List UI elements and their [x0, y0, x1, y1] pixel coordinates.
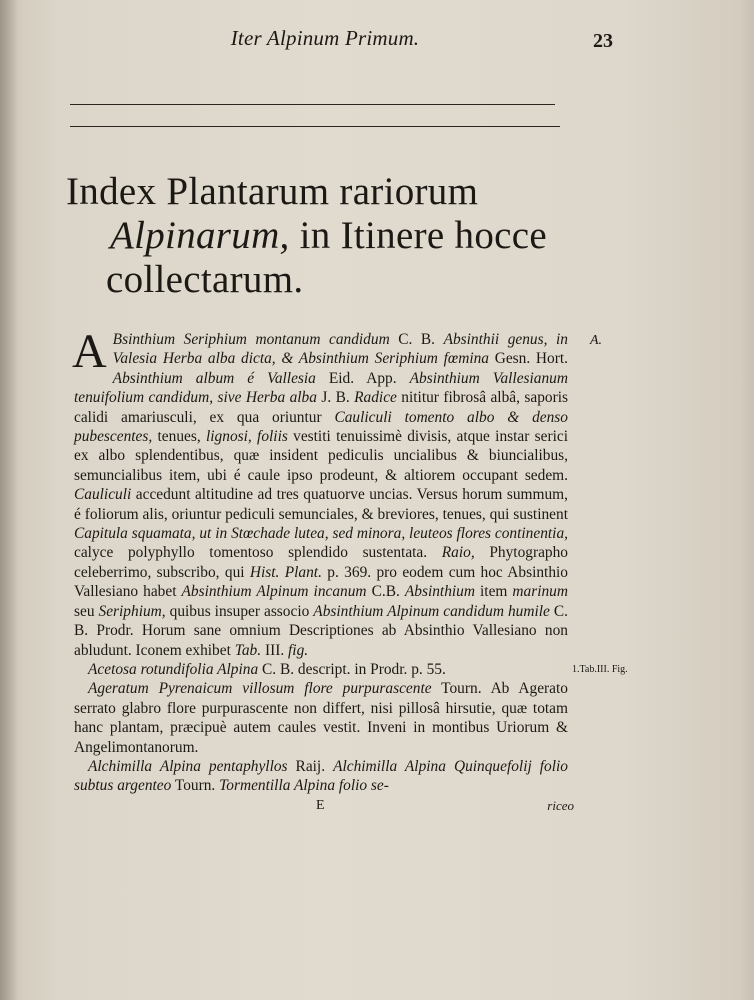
paragraph-2-runs [88, 661, 446, 678]
section-title-line-2-rest: in Itinere hocce [289, 214, 547, 257]
paragraph-1-runs [72, 325, 568, 659]
text-run: Gesn. Hort. [488, 350, 568, 368]
text-run: Bsinthium Seriphium montanum candidum [112, 331, 390, 348]
text-run: C. B. [389, 331, 444, 348]
text-run: Absinthium album é Vallesia [112, 369, 316, 387]
text-run: tenues, [152, 428, 206, 446]
entry-ageratum [74, 679, 568, 757]
text-run: Phytographo celeberrimo, subscribo, qui [74, 544, 568, 581]
text-run: Tab. [234, 641, 262, 659]
text-run: p. 369. pro eodem cum hoc Absinthio Vallesiano habet [74, 563, 568, 601]
section-title-italic: Alpinarum, [110, 214, 290, 257]
text-run: seu [74, 602, 99, 620]
header-rule-bottom [70, 126, 560, 127]
text-run: J. B. [316, 389, 355, 407]
drop-cap: A [72, 325, 107, 378]
text-run: Radice [354, 389, 397, 407]
text-run: Seriphium, [98, 602, 166, 620]
text-run: Alchimilla Alpina Quinquefolij folio subtus argenteo [74, 757, 568, 795]
text-run: Capitula squamata, ut in Stœchade lutea, sed minora, leuteos flores continentia, [74, 525, 568, 543]
text-run: Tourn. [171, 777, 220, 795]
signature-mark: E [316, 797, 325, 813]
paragraph-4-runs [74, 758, 568, 794]
paragraph-3-runs [74, 680, 568, 755]
text-run: Absinthium Alpinum candidum humile [313, 602, 550, 620]
text-run: Raij. [287, 757, 334, 775]
margin-entry-letter: A. [590, 333, 603, 348]
text-run: marinum [512, 583, 568, 601]
margin-figure-reference: 1.Tab.III. Fig. [572, 664, 628, 675]
section-title-line-2 [66, 214, 586, 258]
text-run: Cauliculi [74, 486, 132, 504]
text-run: Tormentilla Alpina folio se- [219, 777, 389, 795]
body-text [72, 325, 574, 816]
text-run: Hist. Plant. [249, 563, 322, 581]
entry-absinthium [72, 325, 568, 660]
section-title [66, 170, 586, 302]
text-run: Absinthium Vallesianum tenuifolium candidum, sive Herba alba [74, 369, 568, 407]
page-number: 23 [593, 30, 613, 52]
text-run: accedunt altitudine ad tres quatuorve uncias. Versus horum summum, é foliorum alis, oriuntur pediculi semunciales, & breviores, tenues, qui sustinent [74, 486, 568, 523]
text-run: Ageratum Pyrenaicum villosum flore purpurascente [88, 680, 432, 698]
text-run: Alchimilla Alpina pentaphyllos [88, 757, 288, 775]
text-run: Raio, [441, 544, 475, 562]
text-run: item [474, 583, 513, 601]
text-run: calyce polyphyllo tomentoso splendido sustentata. [74, 544, 442, 562]
running-head-title: Iter Alpinum Primum. [230, 26, 420, 50]
text-run: Acetosa rotundifolia Alpina [88, 660, 259, 678]
running-head [210, 26, 440, 51]
entry-acetosa [74, 660, 568, 679]
catchword-row [74, 796, 574, 816]
catchword: riceo [547, 797, 574, 813]
bleed-through-text [470, 74, 630, 124]
text-run: C. B. Prodr. Horum sane omnium Descriptiones ab Absinthio Vallesiano non abludunt. Iconem exhibet [74, 602, 568, 659]
text-run: Eid. App. [315, 369, 410, 387]
text-run: Tourn. Ab Agerato serrato glabro flore purpurascente non differt, nisi pillosâ hirsutie, quæ totam hanc plantam, præcipuè autem caules vestit. Inveni in montibus Uriorum & Angelimontanorum. [74, 680, 568, 756]
text-run: lignosi, foliis [206, 428, 288, 446]
text-run: nititur fibrosâ albâ, saporis calidi amariusculi, ex qua oriuntur [74, 389, 568, 426]
text-run: C. B. descript. in Prodr. p. 55. [258, 660, 446, 678]
text-run: III. [261, 641, 289, 659]
text-run: C.B. [366, 583, 405, 601]
text-run: fig. [288, 641, 309, 659]
text-run: Absinthium [404, 583, 475, 601]
text-run: Absinthii genus, in Valesia Herba alba dicta, & Absinthium Seriphium fœmina [112, 331, 568, 368]
header-rule-top [70, 104, 555, 105]
section-title-line-3: collectarum. [106, 258, 304, 301]
section-title-line-1: Index Plantarum rariorum [66, 170, 479, 213]
text-run: vestiti tenuissimè divisis, atque instar serici ex albo splendentibus, quæ insident pediculis uncialibus & biuncialibus, semuncialibus item, ubi é caule ipso prodeunt, & altiorem occupant sedem. [74, 428, 568, 484]
text-run: Absinthium Alpinum incanum [181, 583, 367, 601]
text-run: quibus insuper associo [165, 602, 314, 620]
entry-alchimilla [74, 757, 568, 796]
text-run: Cauliculi tomento albo & denso pubescentes, [74, 408, 568, 446]
